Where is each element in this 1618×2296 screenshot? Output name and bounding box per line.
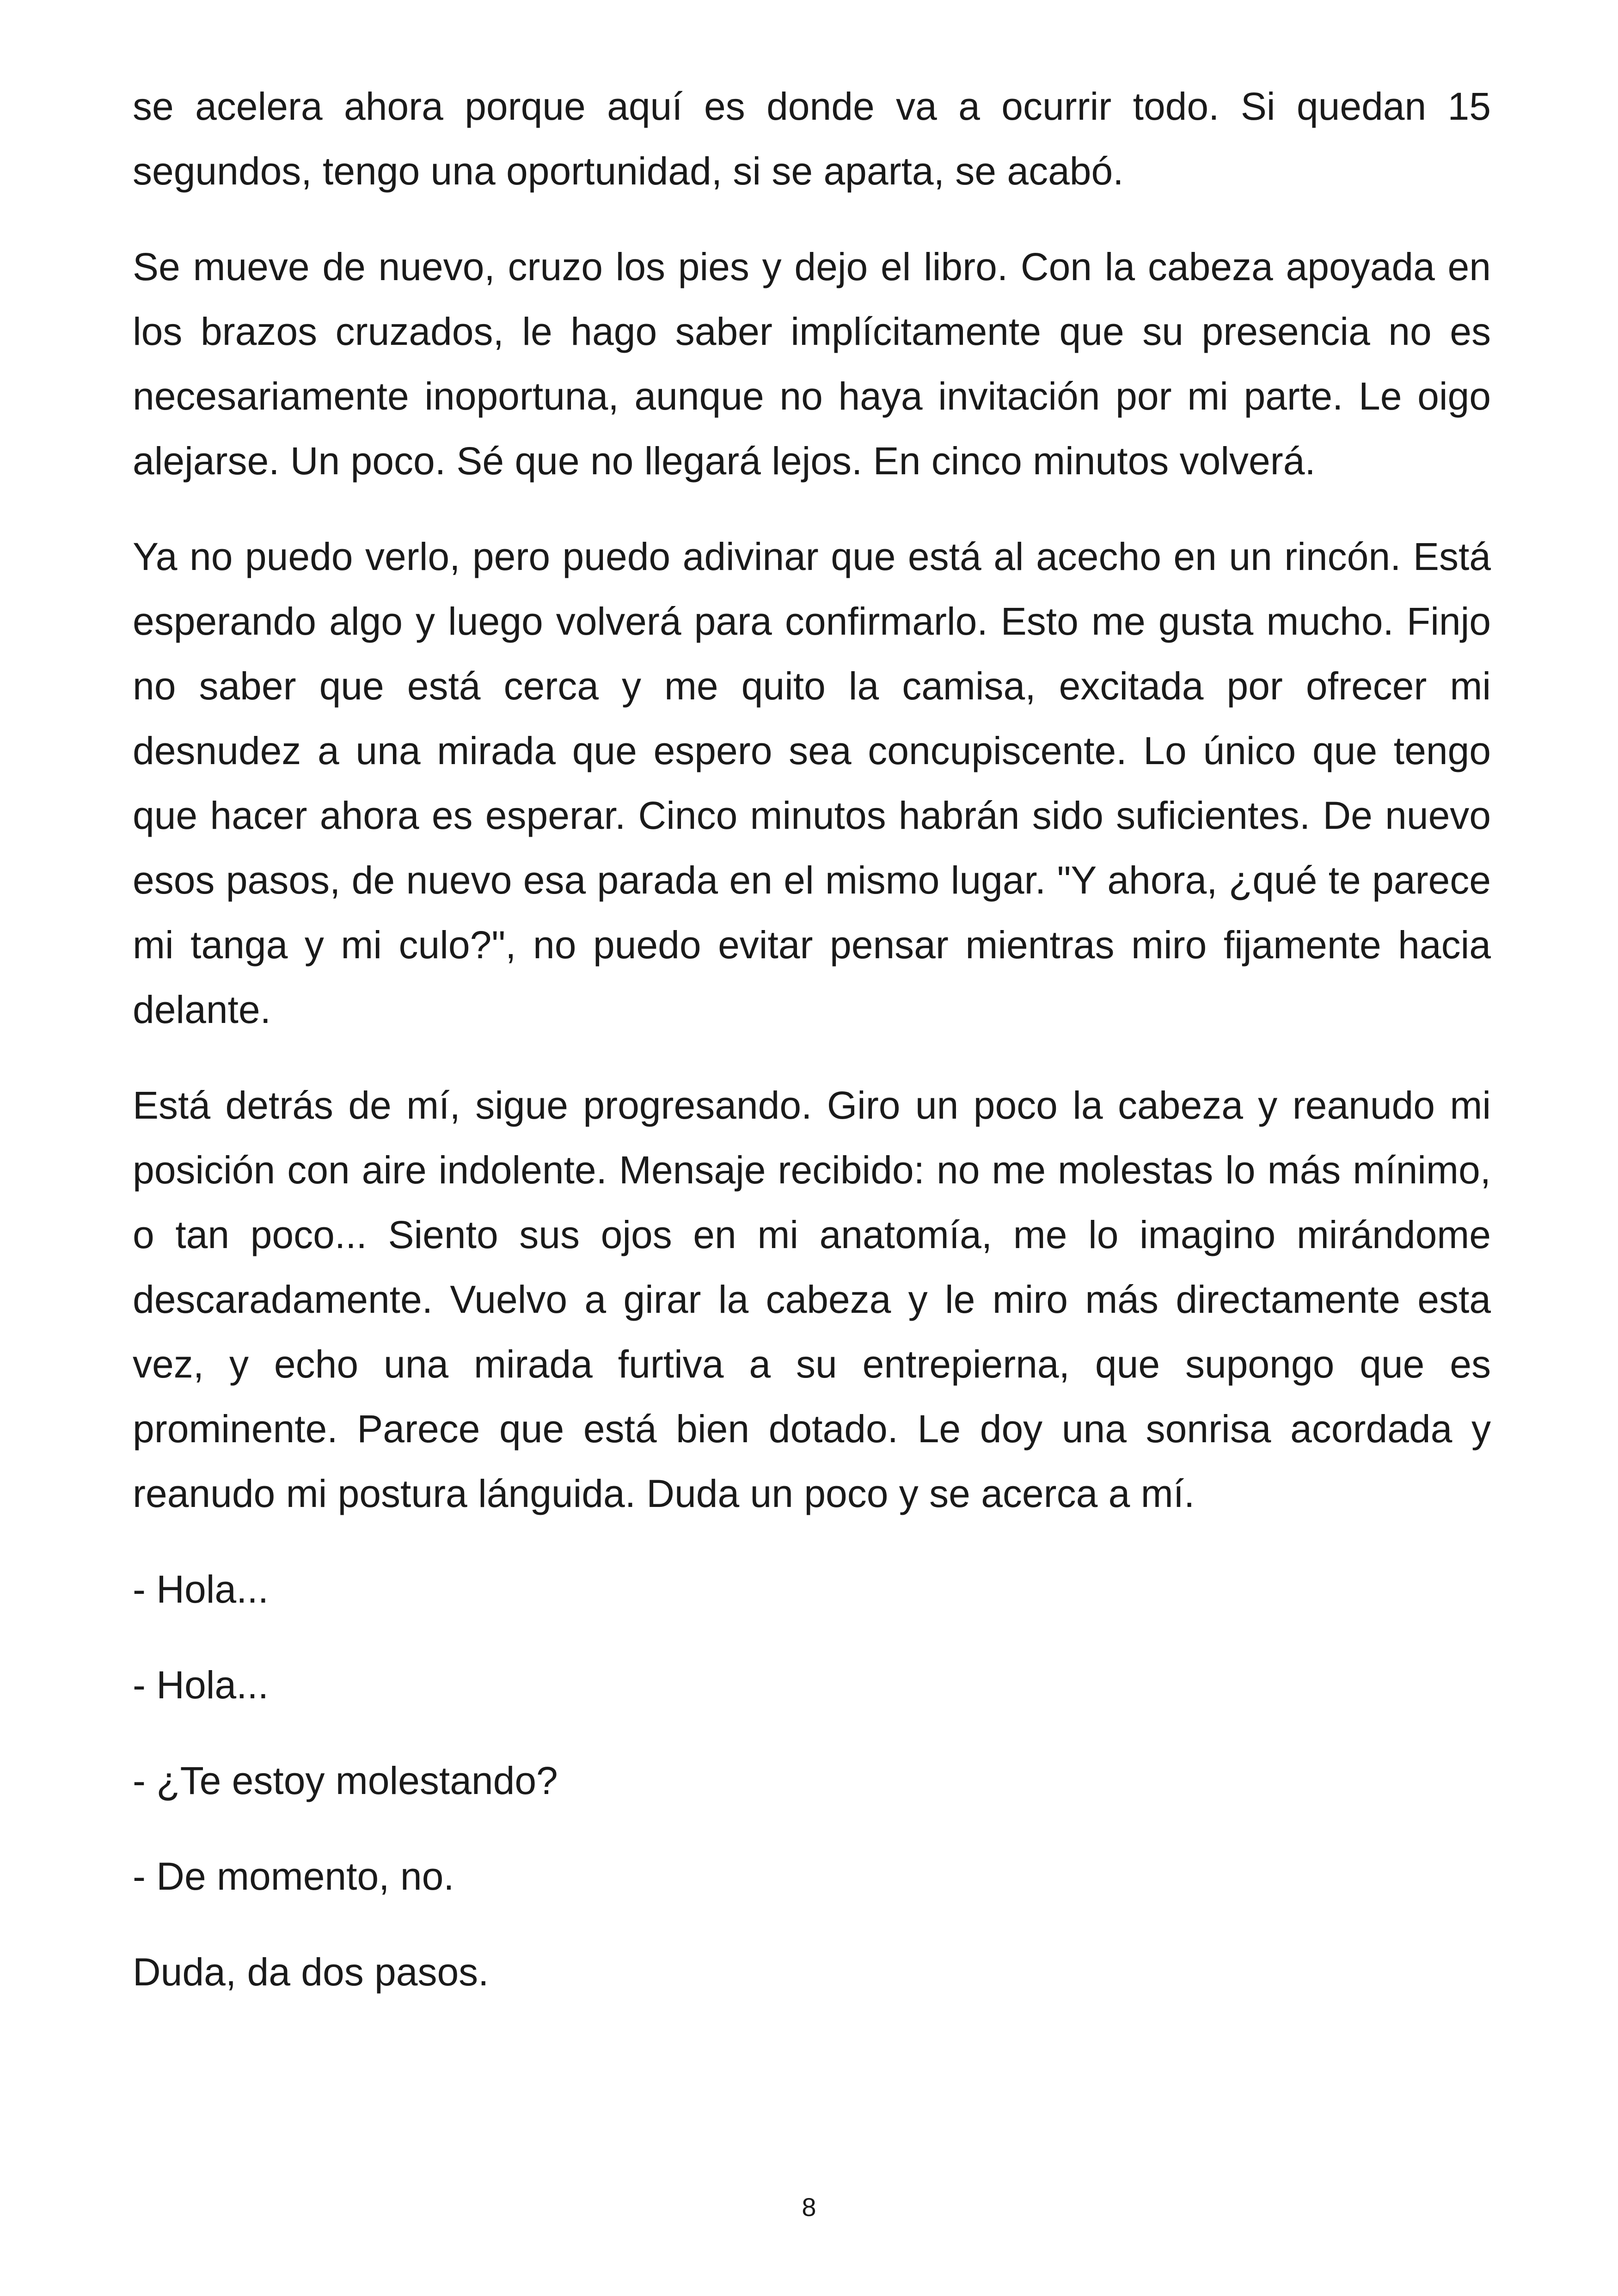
paragraph: Está detrás de mí, sigue progresando. Giro un poco la cabeza y reanudo mi posición con aire indolente. Mensaje recibido: no me molestas lo más mínimo, o tan poco... Siento sus ojos en mi anatomía, me lo imagino mirándome descaradamente. Vuelvo a girar la cabeza y le miro más directamente esta vez, y echo una mirada furtiva a su entrepierna, que supongo que es prominente. Parece que está bien dotado. Le doy una sonrisa acordada y reanudo mi postura lánguida. Duda un poco y se acerca a mí. <box>133 1084 1491 1515</box>
paragraph: Ya no puedo verlo, pero puedo adivinar que está al acecho en un rincón. Está esperando algo y luego volverá para confirmarlo. Esto me gusta mucho. Finjo no saber que está cerca y me quito la camisa, excitada por ofrecer mi desnudez a una mirada que espero sea concupiscente. Lo único que tengo que hacer ahora es esperar. Cinco minutos habrán sido suficientes. De nuevo esos pasos, de nuevo esa parada en el mismo lugar. "Y ahora, ¿qué te parece mi tanga y mi culo?", no puedo evitar pensar mientras miro fijamente hacia delante. <box>133 535 1491 1031</box>
page-number: 8 <box>802 2192 816 2222</box>
dialogue-line: - ¿Te estoy molestando? <box>133 1759 558 1802</box>
paragraph: se acelera ahora porque aquí es donde va a ocurrir todo. Si quedan 15 segundos, tengo una oportunidad, si se aparta, se acabó. <box>133 85 1491 193</box>
dialogue-line: - De momento, no. <box>133 1855 454 1898</box>
dialogue-line: - Hola... <box>133 1663 269 1707</box>
paragraph: Se mueve de nuevo, cruzo los pies y dejo el libro. Con la cabeza apoyada en los brazos cruzados, le hago saber implícitamente que su presencia no es necesariamente inoportuna, aunque no haya invitación por mi parte. Le oigo alejarse. Un poco. Sé que no llegará lejos. En cinco minutos volverá. <box>133 245 1491 483</box>
closing-line: Duda, da dos pasos. <box>133 1950 489 1994</box>
dialogue-line: - Hola... <box>133 1567 269 1611</box>
page-body <box>133 74 1491 2035</box>
